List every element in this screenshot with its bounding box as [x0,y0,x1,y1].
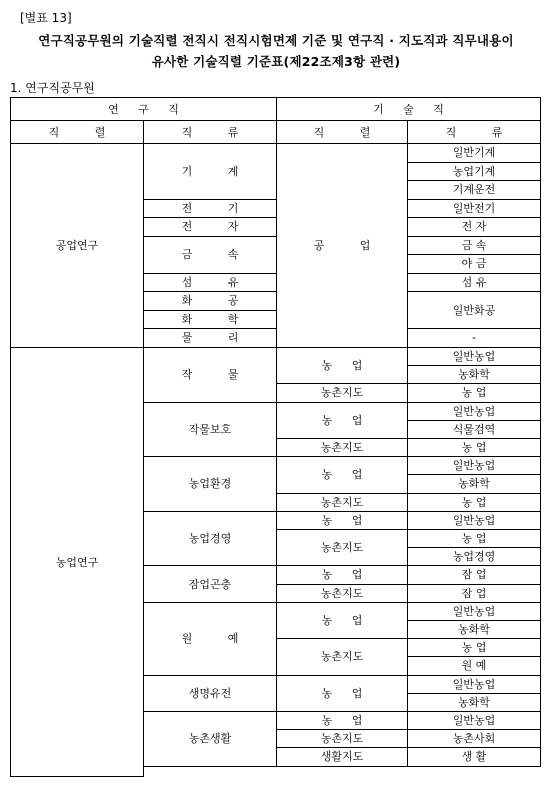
research-class: 농업환경 [143,456,277,512]
research-class: 농촌생활 [143,711,277,767]
tech-class: 일반기계 [407,143,541,163]
research-class: 금 속 [143,236,277,274]
tech-class: - [407,328,541,348]
research-class: 잠업곤충 [143,565,277,602]
research-class: 농업경영 [143,511,277,567]
research-class: 물 리 [143,328,277,348]
tech-class: 금 속 [407,236,541,256]
tech-series: 농 업 [276,711,408,730]
tech-series: 농촌지도 [276,383,408,402]
tech-class: 농 업 [407,438,541,457]
tech-series: 농 업 [276,456,408,493]
research-series-agriculture: 농업연구 [10,347,144,777]
research-class: 전 기 [143,199,277,219]
research-series-industry: 공업연구 [10,143,144,348]
tech-class: 기계운전 [407,180,541,200]
tech-series: 생활지도 [276,747,408,766]
header-tech-class: 직 류 [407,120,541,144]
tech-series: 농촌지도 [276,584,408,603]
criteria-table [10,97,540,776]
tech-class: 잠 업 [407,584,541,603]
document-title-line-2: 유사한 기술직렬 기준표(제22조제3항 관련) [151,54,401,69]
tech-series: 농 업 [276,675,408,712]
tech-class: 잠 업 [407,565,541,584]
tech-class: 농화학 [407,620,541,639]
tech-class: 농 업 [407,529,541,548]
tech-class: 농화학 [407,693,541,712]
tech-class: 일반농업 [407,347,541,366]
tech-class: 일반화공 [407,291,541,329]
tech-class: 농화학 [407,474,541,493]
header-class: 직 류 [143,120,277,144]
header-technical-group: 기 술 직 [276,97,541,121]
research-class: 화 공 [143,291,277,311]
tech-series-industry: 공 업 [276,143,408,348]
tech-class: 전 자 [407,217,541,237]
tech-series: 농 업 [276,602,408,639]
tech-class: 농 업 [407,638,541,657]
header-research-group: 연 구 직 [10,97,277,121]
tech-class: 섬 유 [407,273,541,293]
research-class: 작 물 [143,347,277,403]
tech-class: 야 금 [407,254,541,274]
tech-series: 농촌지도 [276,493,408,512]
tech-class: 농업경영 [407,547,541,566]
research-class: 전 자 [143,217,277,237]
research-class: 화 학 [143,310,277,330]
tech-class: 일반전기 [407,199,541,219]
research-class: 기 계 [143,143,277,200]
tech-series: 농 업 [276,402,408,439]
document-title-line-1: 연구직공무원의 기술직렬 전직시 전직시험면제 기준 및 연구직 · 지도직과 직무내용이 [38,33,514,48]
research-class: 생명유전 [143,675,277,712]
tech-class: 농업기계 [407,162,541,182]
tech-class: 원 예 [407,656,541,675]
tech-class: 일반농업 [407,675,541,694]
tech-series: 농 업 [276,347,408,384]
tech-class: 일반농업 [407,511,541,530]
section-heading: 1. 연구직공무원 [10,81,95,95]
tech-series: 농촌지도 [276,529,408,566]
tech-class: 농촌사회 [407,729,541,748]
tech-class: 일반농업 [407,456,541,475]
tech-class: 농 업 [407,493,541,512]
tech-series: 농촌지도 [276,438,408,457]
tech-class: 일반농업 [407,402,541,421]
tech-series: 농 업 [276,565,408,584]
tech-class: 농 업 [407,383,541,402]
tech-class: 생 활 [407,747,541,766]
tech-series: 농촌지도 [276,729,408,748]
appendix-label: [별표 13] [20,11,72,25]
tech-class: 농화학 [407,365,541,384]
tech-class: 일반농업 [407,602,541,621]
research-class: 섬 유 [143,273,277,293]
tech-class: 식물검역 [407,420,541,439]
tech-class: 일반농업 [407,711,541,730]
header-series: 직 렬 [10,120,144,144]
header-tech-series: 직 렬 [276,120,408,144]
research-class: 원 예 [143,602,277,676]
research-class: 작물보호 [143,402,277,458]
tech-series: 농촌지도 [276,638,408,675]
tech-series: 농 업 [276,511,408,530]
